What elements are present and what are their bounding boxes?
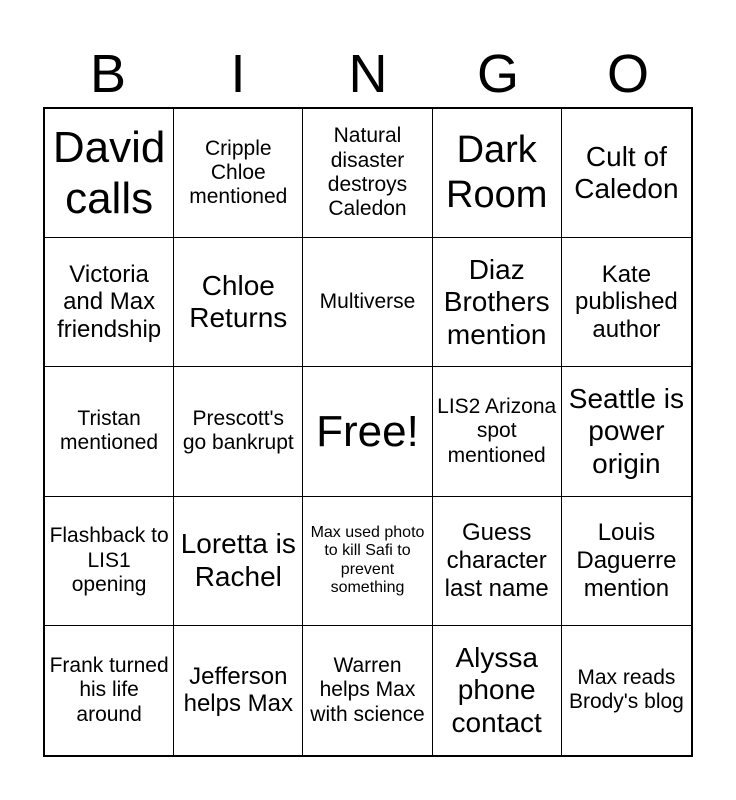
bingo-cell[interactable] [45, 238, 174, 367]
header-letter-b: B [89, 44, 127, 104]
bingo-cell[interactable] [303, 626, 432, 755]
bingo-grid [43, 107, 693, 757]
cell-text: Prescott's go bankrupt [182, 407, 294, 455]
cell-text: Dark Room [446, 128, 548, 217]
bingo-cell[interactable] [433, 497, 562, 626]
cell-text: Cripple Chloe mentioned [189, 136, 288, 209]
bingo-cell[interactable] [45, 497, 174, 626]
bingo-cell[interactable] [562, 367, 691, 496]
cell-text: Chloe Returns [189, 269, 288, 334]
bingo-cell[interactable] [562, 109, 691, 238]
cell-text: Max reads Brody's blog [568, 666, 684, 714]
cell-text: Flashback to LIS1 opening [49, 524, 169, 596]
bingo-cell[interactable] [174, 367, 303, 496]
cell-text: Guess character last name [444, 518, 549, 602]
cell-text: Seattle is power origin [568, 382, 684, 479]
bingo-cell[interactable] [562, 238, 691, 367]
cell-text: Loretta is Rachel [180, 528, 296, 592]
cell-text: Multiverse [319, 290, 416, 314]
cell-text: Jefferson helps Max [183, 662, 293, 718]
bingo-cell[interactable] [45, 109, 174, 238]
cell-text: Victoria and Max friendship [57, 260, 162, 344]
free-space[interactable] [303, 367, 432, 496]
bingo-cell[interactable] [433, 367, 562, 496]
bingo-cell[interactable] [433, 109, 562, 238]
cell-text: Louis Daguerre mention [576, 518, 677, 602]
cell-text: LIS2 Arizona spot mentioned [437, 394, 557, 467]
cell-text: David calls [52, 123, 166, 224]
bingo-cell[interactable] [562, 497, 691, 626]
header-letter-i: I [230, 44, 246, 104]
bingo-cell[interactable] [174, 109, 303, 238]
header-letter-n: N [348, 44, 388, 104]
cell-text: Cult of Caledon [574, 140, 679, 205]
cell-text: Max used photo to kill Safi to prevent something [310, 523, 425, 597]
cell-text: Natural disaster destroys Caledon [327, 124, 408, 221]
cell-text: Diaz Brothers mention [443, 253, 550, 350]
bingo-cell[interactable] [174, 238, 303, 367]
cell-text: Frank turned his life around [49, 653, 169, 726]
bingo-cell[interactable] [303, 109, 432, 238]
cell-text: Tristan mentioned [60, 407, 159, 455]
free-space-label: Free! [316, 406, 419, 456]
bingo-cell[interactable] [45, 626, 174, 755]
header-letter-g: G [476, 44, 519, 104]
bingo-cell[interactable] [562, 626, 691, 755]
bingo-cell[interactable] [303, 497, 432, 626]
header-letter-o: O [606, 44, 649, 104]
bingo-cell[interactable] [174, 626, 303, 755]
bingo-cell[interactable] [433, 626, 562, 755]
bingo-cell[interactable] [45, 367, 174, 496]
bingo-cell[interactable] [303, 238, 432, 367]
cell-text: Warren helps Max with science [310, 653, 425, 726]
bingo-cell[interactable] [433, 238, 562, 367]
cell-text: Alyssa phone contact [451, 641, 542, 738]
bingo-cell[interactable] [174, 497, 303, 626]
cell-text: Kate published author [575, 260, 678, 344]
bingo-header [43, 40, 693, 108]
